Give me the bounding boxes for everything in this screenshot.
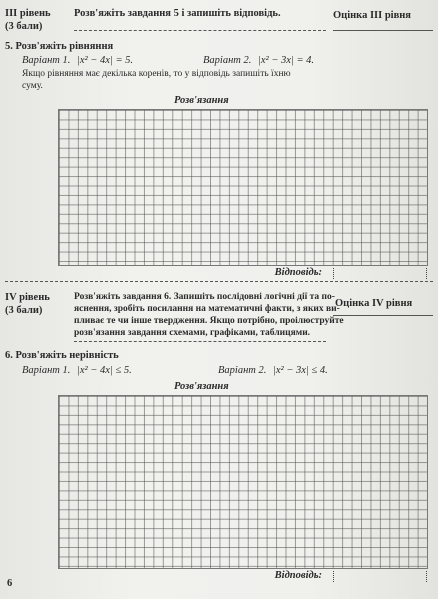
level4-instruction-line3: пливає те чи інше твердження. Якщо потрібно, проілюструйте <box>74 316 344 326</box>
task5-variant2 <box>203 55 314 66</box>
level4-grade-line <box>333 315 433 316</box>
task6-variant1-expr: |x² − 4x| ≤ 5. <box>77 365 132 376</box>
level4-grade-label: Оцінка IV рівня <box>335 298 413 309</box>
task5-variant1-label: Варіант 1. <box>22 55 71 66</box>
task5-answer-field[interactable] <box>333 268 427 279</box>
task6-variant1 <box>22 365 132 376</box>
level3-grade-line <box>333 30 433 31</box>
task5-variant2-expr: |x² − 3x| = 4. <box>258 55 315 66</box>
level4-instruction-line1: Розв'яжіть завдання 6. Запишіть послідовні логічні дії та по- <box>74 292 335 302</box>
level3-instruction: Розв'яжіть завдання 5 і запишіть відповідь. <box>74 8 281 19</box>
page-number: 6 <box>7 578 13 589</box>
task6-variant2 <box>218 365 328 376</box>
level4-points: (3 бали) <box>5 305 43 316</box>
level3-grade-label: Оцінка ІІІ рівня <box>333 10 411 21</box>
task6-variant2-expr: |x² − 3x| ≤ 4. <box>273 365 328 376</box>
level4-label: IV рівень <box>5 292 50 303</box>
task6-solution-grid[interactable] <box>58 395 428 569</box>
level3-divider <box>74 30 326 31</box>
level4-instruction-line4: розв'язання завдання схемами, графіками, таблицями. <box>74 328 311 338</box>
level3-points: (3 бали) <box>5 21 43 32</box>
level4-instruction-line2: яснення, зробіть посилання на математичні факти, з яких ви- <box>74 304 340 314</box>
task6-answer-field[interactable] <box>333 571 427 582</box>
task6-variant1-label: Варіант 1. <box>22 365 71 376</box>
task5-variant1-expr: |x² − 4x| = 5. <box>77 55 134 66</box>
task5-variant1 <box>22 55 133 66</box>
task5-solution-grid[interactable] <box>58 109 428 266</box>
task5-variant2-label: Варіант 2. <box>203 55 252 66</box>
level3-label: ІІІ рівень <box>5 8 51 19</box>
task5-answer-label: Відповідь: <box>274 267 322 278</box>
level4-divider <box>74 341 326 342</box>
task6-solution-heading: Розв'язання <box>174 381 229 392</box>
task5-title: 5. Розв'яжіть рівняння <box>5 41 114 52</box>
task5-note-line2: суму. <box>22 81 43 91</box>
task6-answer-label: Відповідь: <box>274 570 322 581</box>
task5-solution-heading: Розв'язання <box>174 95 229 106</box>
section-divider <box>5 281 433 282</box>
task6-variant2-label: Варіант 2. <box>218 365 267 376</box>
task6-title: 6. Розв'яжіть нерівність <box>5 350 119 361</box>
task5-note-line1: Якщо рівняння має декілька коренів, то у відповідь запишіть їхню <box>22 69 291 79</box>
